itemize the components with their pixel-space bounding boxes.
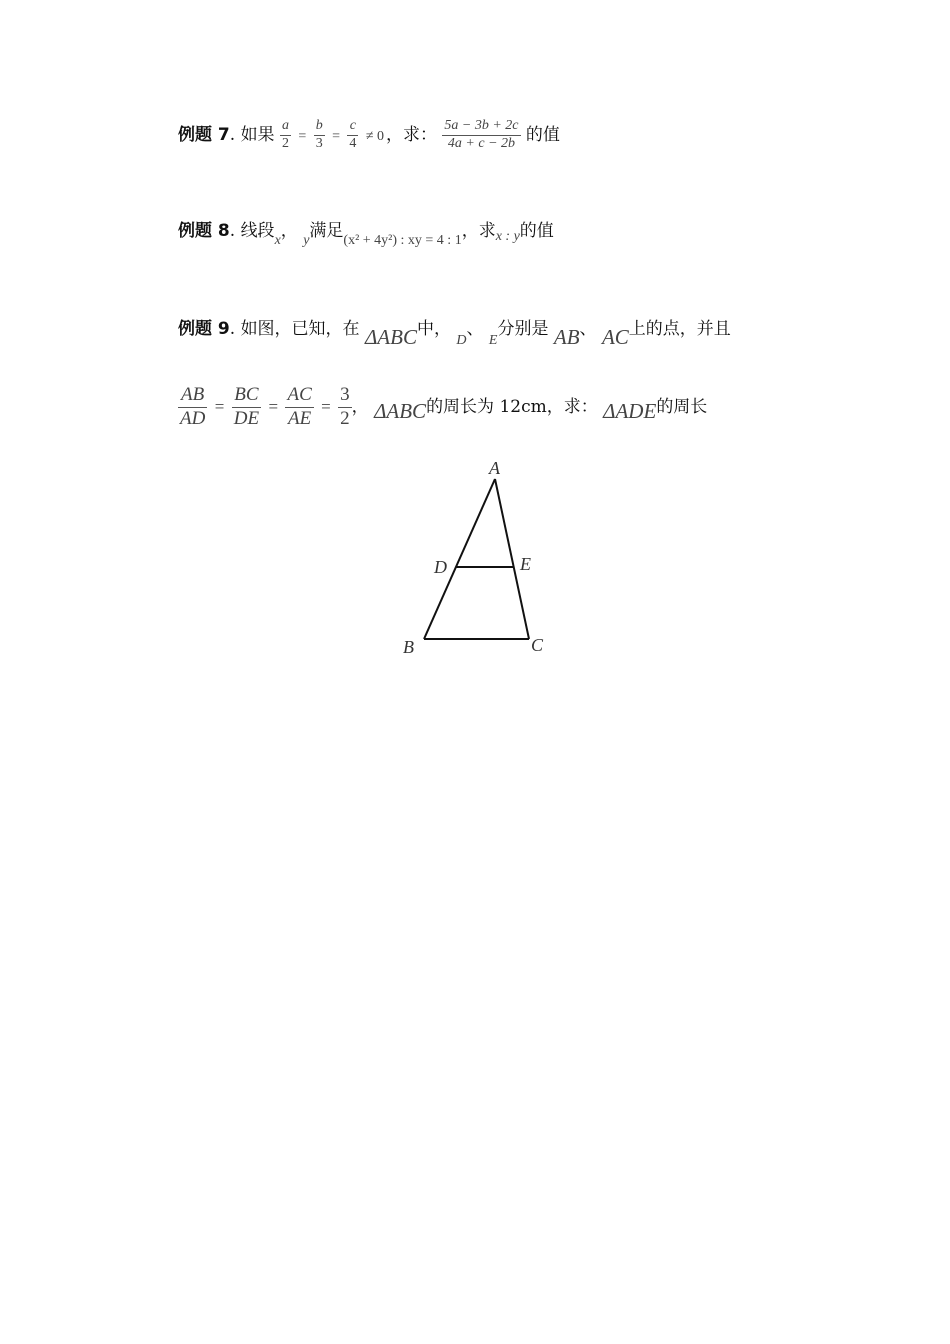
ratio-equation: (x² + 4y²) : xy = 4 : 1	[343, 233, 462, 248]
label-c: C	[531, 635, 544, 655]
label-b: B	[403, 637, 414, 657]
side-ab	[424, 479, 495, 639]
label-d: D	[434, 557, 447, 577]
example-9-ratios: $\frac{AB}{AD}$ = $\frac{BC}{DE}$ = $\frac{AC}{AE}$ = $\frac{3}{2}$ ， ΔABC的周长为 12cm，求： ΔADE的周长	[180, 384, 708, 429]
example-9-label: 例题 9	[178, 319, 230, 339]
label-a: A	[489, 458, 500, 478]
example-7: 例题 7. 如果 $\frac{a}{2}$ = $\frac{b}{3}$ = $\frac{c}{4}$ ≠ 0 ，求： $\frac{5a - 3b + 2c}{4a + c - 2b}$ 的值	[178, 118, 560, 151]
ratio-ac-ae: $\frac{AC}{AE}$	[287, 384, 312, 429]
example-8-label: 例题 8	[178, 221, 230, 241]
triangle-abc: ΔABC	[364, 325, 417, 349]
fraction-b-over-3: $\frac{b}{3}$	[315, 118, 323, 151]
fraction-a-over-2: $\frac{a}{2}$	[281, 118, 289, 151]
target-fraction: $\frac{5a - 3b + 2c}{4a + c - 2b}$	[444, 118, 519, 151]
fraction-c-over-4: $\frac{c}{4}$	[349, 118, 357, 151]
example-9: 例题 9. 如图，已知，在 ΔABC中， $_D$、 $_E$分别是 AB、 AC上的点，并且	[178, 319, 731, 349]
ratio-3-2: $\frac{3}{2}$	[340, 384, 350, 429]
side-ac	[495, 479, 529, 639]
label-e: E	[520, 554, 531, 574]
ratio-ab-ad: $\frac{AB}{AD}$	[180, 384, 206, 429]
example-7-label: 例题 7	[178, 124, 230, 145]
ratio-bc-de: $\frac{BC}{DE}$	[233, 384, 260, 429]
example-8: 例题 8. 线段$_x$， $_y$满足$_{(x^2 + 4y^2) : xy = 4 : 1}$，求$_{x : y}$的值	[178, 221, 554, 248]
